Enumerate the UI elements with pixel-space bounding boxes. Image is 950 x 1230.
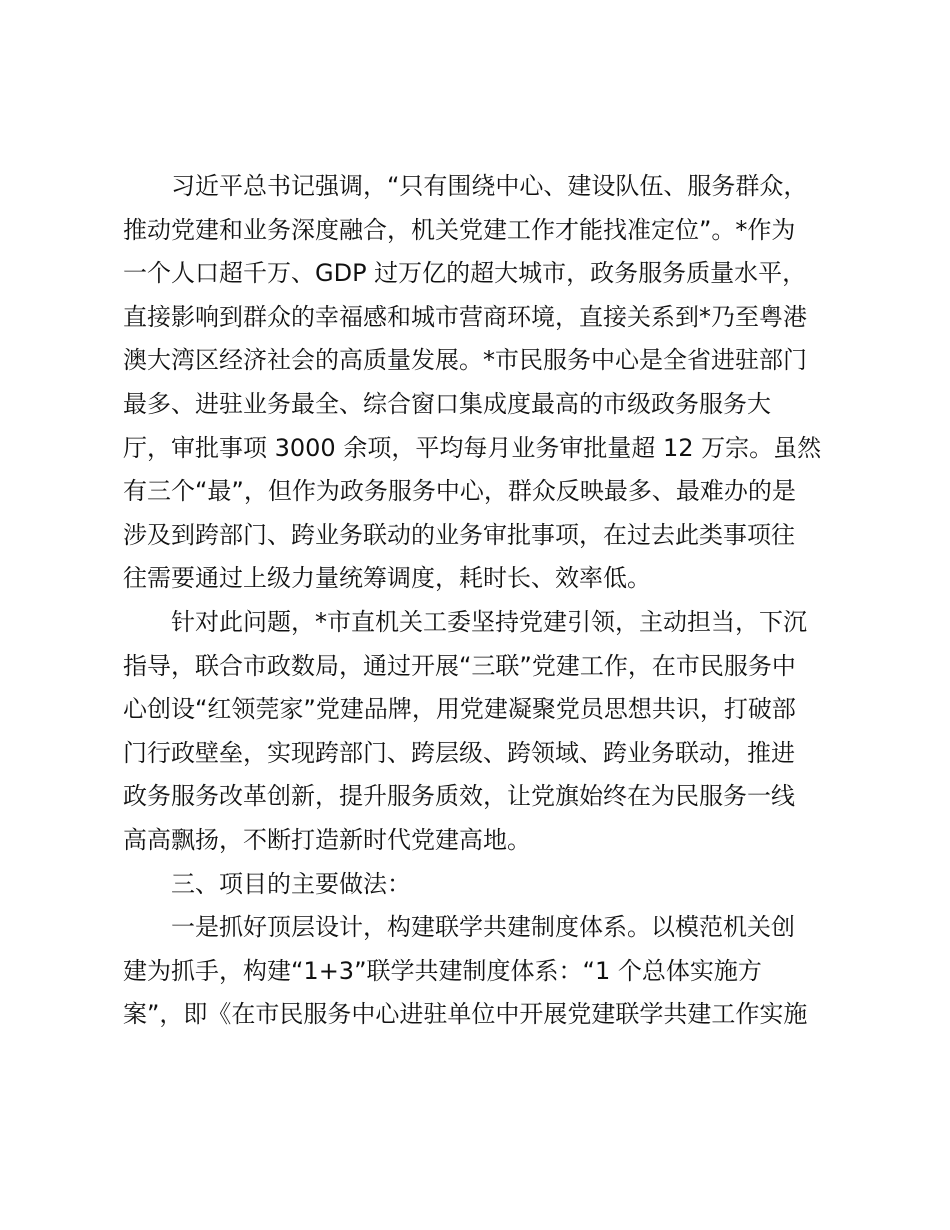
paragraph-1-line-4: 直接影响到群众的幸福感和城市营商环境，直接关系到*乃至粤港 — [123, 302, 807, 331]
paragraph-1-line-1: 习近平总书记强调，“只有围绕中心、建设队伍、服务群众， — [171, 172, 808, 200]
paragraph-1-line-10: 往需要通过上级力量统筹调度，耗时长、效率低。 — [123, 564, 651, 593]
document-body — [123, 165, 843, 1037]
paragraph-1-line-6: 最多、进驻业务最全、综合窗口集成度最高的市级政务服务大 — [123, 389, 771, 418]
paragraph-1-line-3: 一个人口超千万、GDP 过万亿的超大城市，政务服务质量水平， — [123, 259, 807, 288]
paragraph-1-line-5: 澳大湾区经济社会的高质量发展。*市民服务中心是全省进驻部门 — [123, 346, 807, 375]
paragraph-1-line-2: 推动党建和业务深度融合，机关党建工作才能找准定位”。*作为 — [123, 215, 796, 244]
paragraph-1-line-7: 厅，审批事项 3000 余项，平均每月业务审批量超 12 万宗。虽然 — [123, 433, 822, 462]
paragraph-1-line-8: 有三个“最”，但作为政务服务中心，群众反映最多、最难办的是 — [123, 477, 796, 506]
paragraph-3-line-2: 建为抓手，构建“1+3”联学共建制度体系：“1 个总体实施方 — [123, 956, 762, 985]
section-heading: 三、项目的主要做法： — [171, 869, 411, 898]
paragraph-1-line-9: 涉及到跨部门、跨业务联动的业务审批事项，在过去此类事项往 — [123, 520, 795, 549]
paragraph-2-line-4: 门行政壁垒，实现跨部门、跨层级、跨领域、跨业务联动，推进 — [123, 738, 795, 767]
paragraph-3-line-3: 案”，即《在市民服务中心进驻单位中开展党建联学共建工作实施 — [123, 1000, 808, 1029]
paragraph-2-line-2: 指导，联合市政数局，通过开展“三联”党建工作，在市民服务中 — [123, 651, 796, 680]
paragraph-2-line-3: 心创设“红领莞家”党建品牌，用党建凝聚党员思想共识，打破部 — [123, 695, 796, 724]
paragraph-2-line-1: 针对此问题，*市直机关工委坚持党建引领，主动担当，下沉 — [171, 607, 807, 636]
paragraph-2-line-6: 高高飘扬，不断打造新时代党建高地。 — [123, 825, 531, 854]
paragraph-2-line-5: 政务服务改革创新，提升服务质效，让党旗始终在为民服务一线 — [123, 782, 795, 811]
paragraph-3-line-1: 一是抓好顶层设计，构建联学共建制度体系。以模范机关创 — [171, 913, 795, 942]
